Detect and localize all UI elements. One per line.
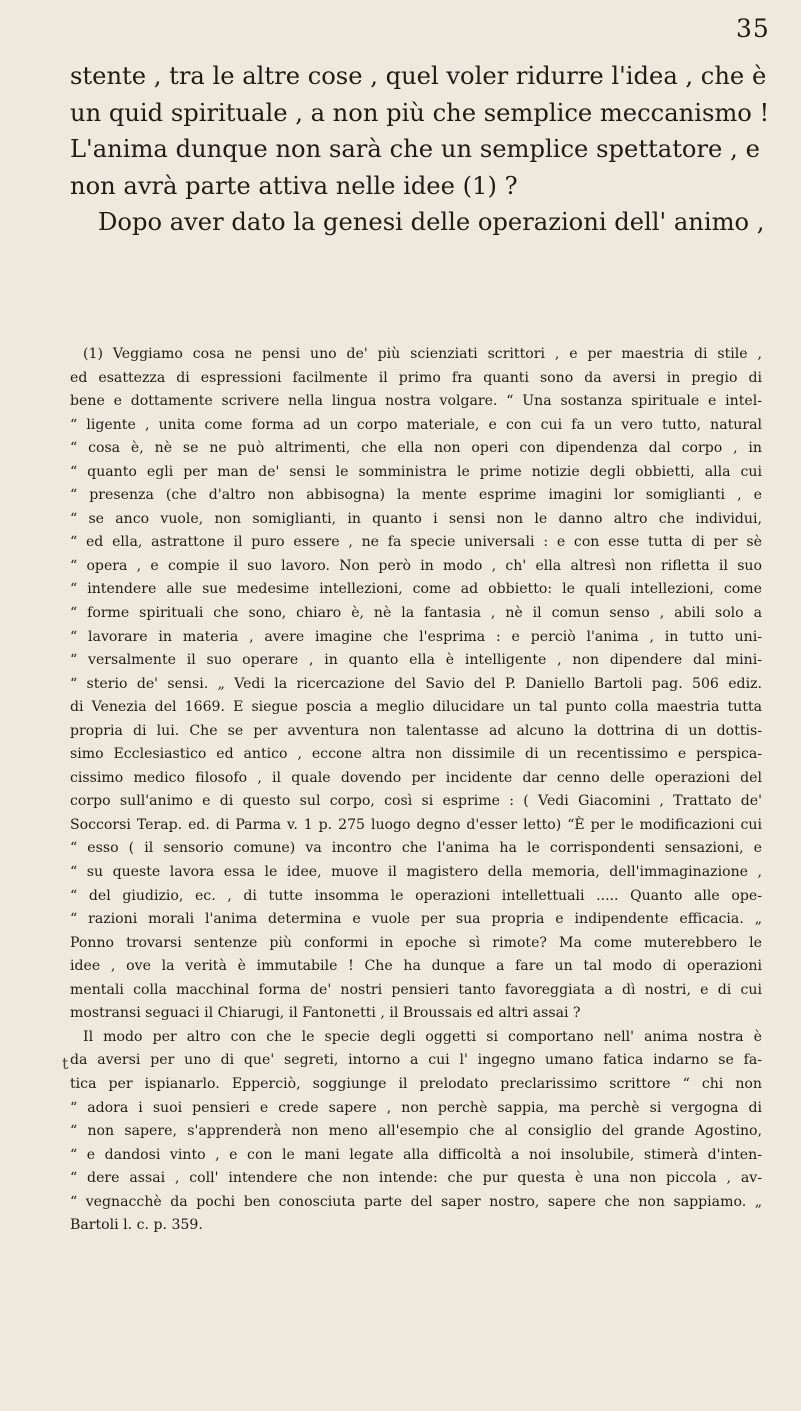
footnote-line: cissimo medico filosofo , il quale dovendo per incidente dar cenno delle operazioni del [70,769,762,786]
main-text [70,58,770,241]
footnote-line: mostransi seguaci il Chiarugi, il Fantonetti , il Broussais ed altri assai ? [70,1005,581,1022]
footnote-line: “ adora i suoi pensieri e crede sapere , non perchè sappia, ma perchè si vergogna di [70,1099,762,1116]
footnote-line: simo Ecclesiastico ed antico , eccone altra non dissimile di un recentissimo e perspica- [70,746,762,763]
footnote-line: Ponno trovarsi sentenze più conformi in epoche sì rimote? Ma come muterebbero le [70,934,762,951]
footnote-line: corpo sull'animo e di questo sul corpo, così si esprime : ( Vedi Giacomini , Trattato de' [70,793,762,810]
main-line: non avrà parte attiva nelle idee (1) ? [70,171,518,200]
footnote-line: “ sterio de' sensi. „ Vedi la ricercazione del Savio del P. Daniello Bartoli pag. 506 ediz. [70,675,762,692]
footnote-line: ed esattezza di espressioni facilmente il primo fra quanti sono da aversi in pregio di [70,369,762,386]
footnote-line: “ quanto egli per man de' sensi le somministra le prime notizie degli obbietti, alla cui [70,463,762,480]
footnote-line: Bartoli l. c. p. 359. [70,1217,203,1234]
footnote-line: “ forme spirituali che sono, chiaro è, nè la fantasia , nè il comun senso , abili solo a [70,605,762,622]
footnote-line: “ intendere alle sue medesime intellezioni, come ad obbietto: le quali intellezioni, come [70,581,762,598]
footnote-line: Soccorsi Terap. ed. di Parma v. 1 p. 275 luogo degno d'esser letto) “È per le modificazioni cui [70,816,762,833]
footnote-line: Il modo per altro con che le specie degli oggetti si comportano nell' anima nostra è [83,1028,762,1045]
footnote [70,343,762,1238]
footnote-line: “ lavorare in materia , avere imagine che l'esprima : e perciò l'anima , in tutto uni- [70,628,762,645]
footnote-line: mentali colla macchinal forma de' nostri pensieri tanto favoreggiata a dì nostri, e di cui [70,981,762,998]
footnote-line: (1) Veggiamo cosa ne pensi uno de' più scienziati scrittori , e per maestria di stile , [83,346,762,362]
footnote-line: “ ed ella, astrattone il puro essere , ne fa specie universali : e con esse tutta di per sè [70,534,762,551]
page-number: 35 [736,14,770,43]
footnote-line: “ cosa è, nè se ne può altrimenti, che ella non operi con dipendenza dal corpo , in [70,440,762,457]
footnote-line: “ esso ( il sensorio comune) va incontro che l'anima ha le corrispondenti sensazioni, e [70,840,762,857]
footnote-line: “ opera , e compie il suo lavoro. Non però in modo , ch' ella altresì non rifletta il suo [70,557,762,574]
main-line: Dopo aver dato la genesi delle operazioni dell' animo , [98,208,765,237]
footnote-line: “ del giudizio, ec. , di tutte insomma le operazioni intellettuali ..... Quanto alle ope- [70,887,762,904]
footnote-line: “ se anco vuole, non somiglianti, in quanto i sensi non le danno altro che individui, [70,510,762,527]
footnote-line: “ non sapere, s'apprenderà non meno all'esempio che al consiglio del grande Agostino, [70,1123,762,1140]
footnote-line: “ e dandosi vinto , e con le mani legate alla difficoltà a noi insolubile, stimerà d'inten- [70,1146,762,1163]
footnote-line: “ vegnacchè da pochi ben conosciuta parte del saper nostro, sapere che non sappiamo. „ [70,1193,762,1210]
stray-mark: t [62,1054,69,1073]
footnote-line: “ presenza (che d'altro non abbisogna) la mente esprime imagini lor somiglianti , e [70,487,762,504]
footnote-line: bene e dottamente scrivere nella lingua nostra volgare. “ Una sostanza spirituale e intel- [70,393,762,410]
footnote-line: “ su queste lavora essa le idee, muove il magistero della memoria, dell'immaginazione , [70,864,762,881]
footnote-line: “ dere assai , coll' intendere che non intende: che pur questa è una non piccola , av- [70,1170,762,1187]
main-line: un quid spirituale , a non più che semplice meccanismo ! [70,98,770,127]
main-line: stente , tra le altre cose , quel voler ridurre l'idea , che è [70,62,767,90]
footnote-line: idee , ove la verità è immutabile ! Che ha dunque a fare un tal modo di operazioni [70,958,762,975]
footnote-line: propria di lui. Che se per avventura non talentasse ad alcuno la dottrina di un dottis- [70,722,762,739]
footnote-line: “ ligente , unita come forma ad un corpo materiale, e con cui fa un vero tutto, natural [70,416,762,433]
footnote-line: da aversi per uno di que' segreti, intorno a cui l' ingegno umano fatica indarno se fa- [70,1052,762,1069]
footnote-line: “ versalmente il suo operare , in quanto ella è intelligente , non dipendere dal mini- [70,652,762,669]
footnote-line: “ razioni morali l'anima determina e vuole per sua propria e indipendente efficacia. „ [70,911,762,928]
footnote-line: di Venezia del 1669. E siegue poscia a meglio dilucidare un tal punto colla maestria tutta [70,699,762,716]
main-line: L'anima dunque non sarà che un semplice spettatore , e [70,135,760,164]
footnote-line: tica per ispianarlo. Epperciò, soggiunge il prelodato preclarissimo scrittore “ chi non [70,1075,762,1092]
